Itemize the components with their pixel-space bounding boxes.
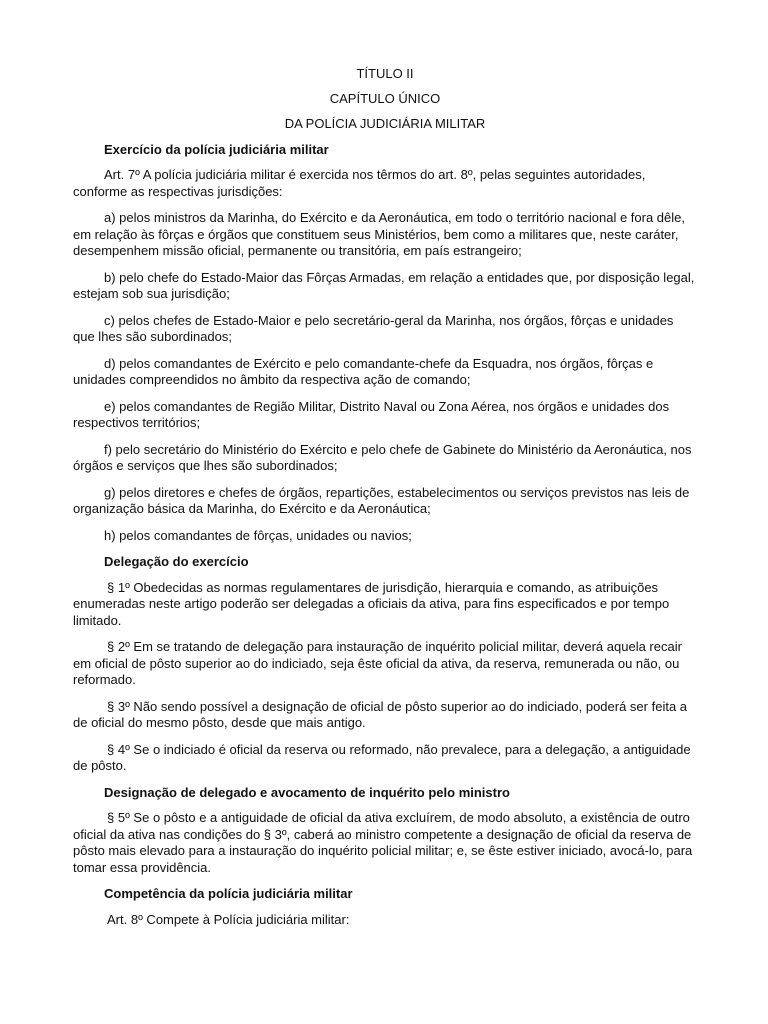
list-item-f: f) pelo secretário do Ministério do Exército e pelo chefe de Gabinete do Ministério da Aeronáutica, nos órgãos e serviços que lhes são subordinados; [73,441,692,473]
section-heading: Competência da polícia judiciária militar [104,886,353,901]
section-heading: Exercício da polícia judiciária militar [104,141,329,157]
list-item-d: d) pelos comandantes de Exército e pelo comandante-chefe da Esquadra, nos órgãos, fôrças e unidades compreendidos no âmbito da respectiva ação de comando; [73,355,654,387]
list-item-h: h) pelos comandantes de fôrças, unidades ou navios; [104,527,412,543]
paragraph-1: § 1º Obedecidas as normas regulamentares de jurisdição, hierarquia e comando, as atribuições enumeradas neste artigo poderão ser delegadas a oficiais da ativa, para fins especificados e por tempo limitado. [73,579,670,628]
section-heading: Delegação do exercício [104,554,249,569]
list-item-a: a) pelos ministros da Marinha, do Exército e da Aeronáutica, em todo o território nacional e fora dêle, em relação às fôrças e órgãos que constituem seus Ministérios, bem como a militares que, neste caráter, desempenhem missão oficial, permanente ou transitória, em país estrangeiro; [73,210,685,258]
chapter-heading: CAPÍTULO ÚNICO [329,91,441,106]
article-paragraph: Art. 7º A polícia judiciária militar é exercida nos têrmos do art. 8º, pelas seguintes autoridades, conforme as respectivas jurisdições: [73,167,646,199]
title-heading: TÍTULO II [356,66,414,81]
section-heading: Designação de delegado e avocamento de inquérito pelo ministro [104,784,510,800]
list-item-g: g) pelos diretores e chefes de órgãos, repartições, estabelecimentos ou serviços previstos nas leis de organização básica da Marinha, do Exército e da Aeronáutica; [73,484,690,516]
paragraph-2: § 2º Em se tratando de delegação para instauração de inquérito policial militar, deverá aquela recair em oficial de pôsto superior ao do indiciado, seja êste oficial da ativa, da reserva, remunerada ou não, ou reformado. [73,639,682,687]
article-paragraph: Art. 8º Compete à Polícia judiciária militar: [107,911,350,927]
paragraph-3: § 3º Não sendo possível a designação de oficial de pôsto superior ao do indiciado, poderá ser feita a de oficial do mesmo pôsto, desde que mais antigo. [73,698,688,730]
section-title: DA POLÍCIA JUDICIÁRIA MILITAR [284,116,486,131]
list-item-e: e) pelos comandantes de Região Militar, Distrito Naval ou Zona Aérea, nos órgãos e unidades dos respectivos territórios; [73,398,670,430]
list-item-b: b) pelo chefe do Estado-Maior das Fôrças Armadas, em relação a entidades que, por disposição legal, estejam sob sua jurisdição; [73,269,695,301]
paragraph-5: § 5º Se o pôsto e a antiguidade de oficial da ativa excluírem, de modo absoluto, a existência de outro oficial da ativa nas condições do § 3º, caberá ao ministro competente a designação de oficial da reserva de pôsto mais elevado para a instauração do inquérito policial militar; e, se êste estiver iniciado, avocá-lo, para tomar essa providência. [73,810,693,875]
paragraph-4: § 4º Se o indiciado é oficial da reserva ou reformado, não prevalece, para a delegação, a antiguidade de pôsto. [73,741,691,773]
document-page [73,66,697,928]
list-item-c: c) pelos chefes de Estado-Maior e pelo secretário-geral da Marinha, nos órgãos, fôrças e unidades que lhes são subordinados; [73,312,674,344]
